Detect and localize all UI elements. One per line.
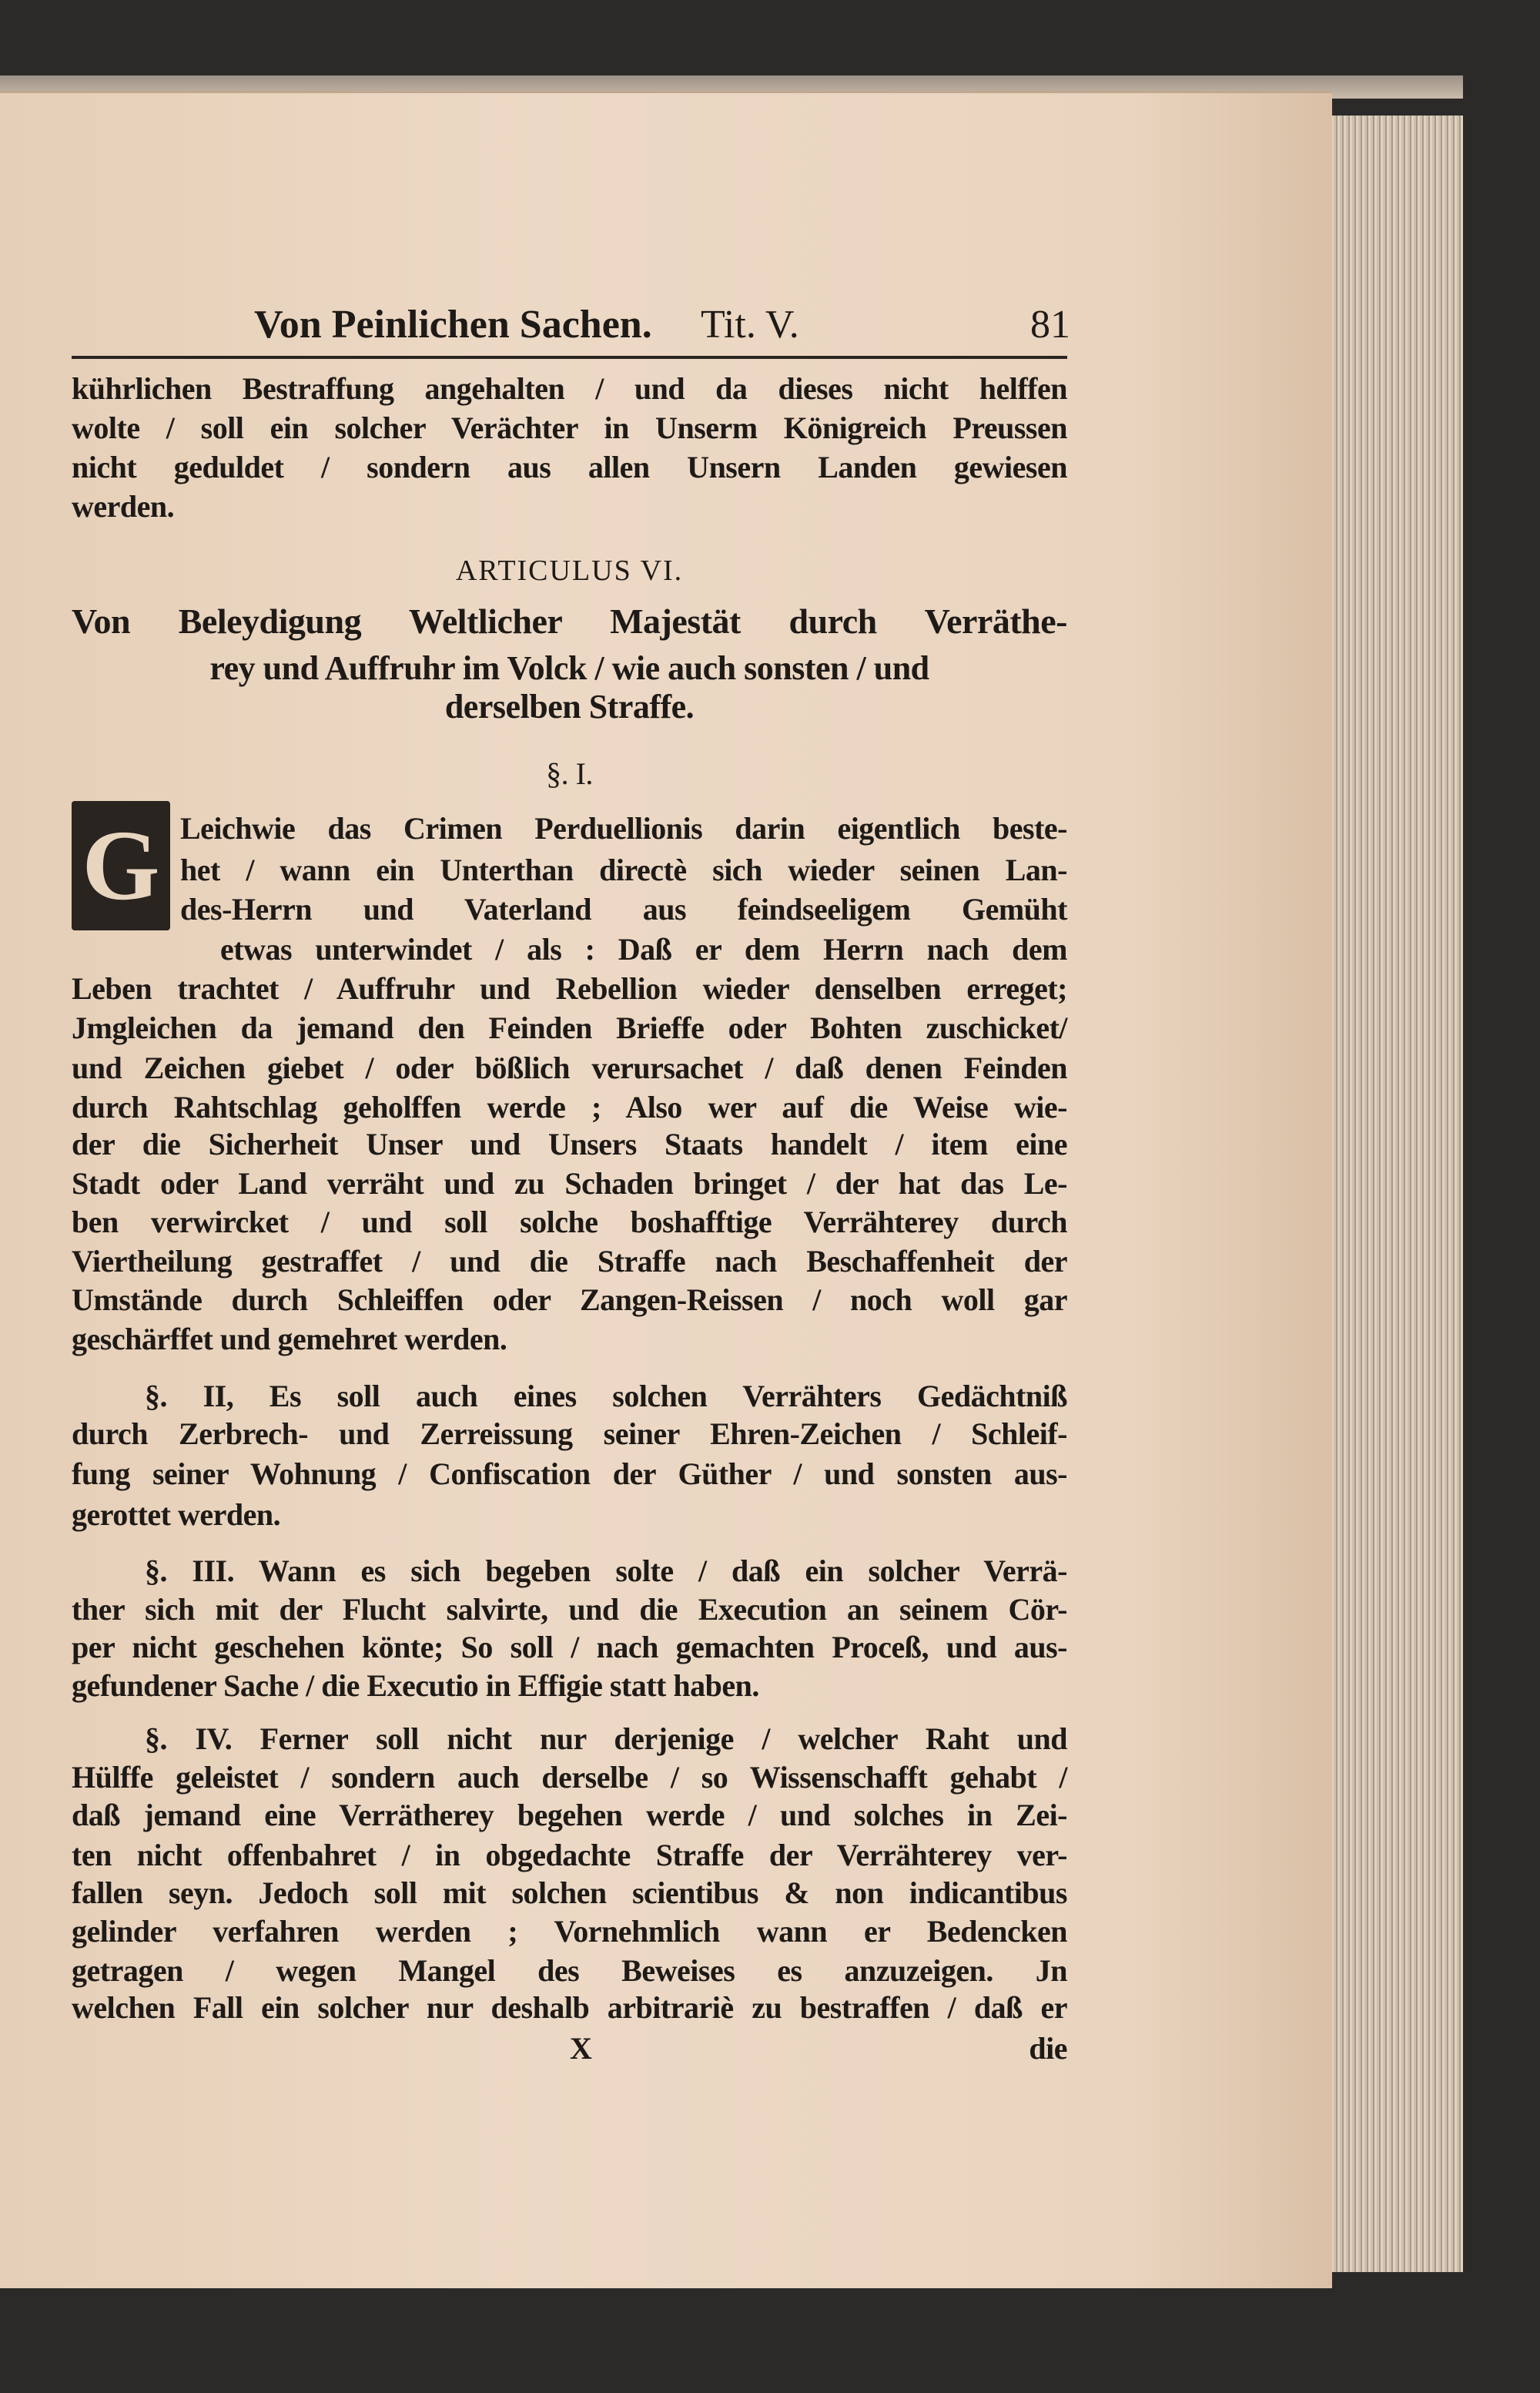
- page-edges: [1309, 116, 1463, 2272]
- article-label: ARTICULUS VI.: [455, 555, 684, 587]
- text-line: gefundener Sache / die Executio in Effigie statt haben.: [72, 1668, 759, 1703]
- text-line: ten nicht offenbahret / in obgedachte Straffe der Verrähterey ver-: [72, 1838, 1067, 1872]
- text-line: fung seiner Wohnung / Confiscation der Güther / und sonsten aus-: [72, 1456, 1067, 1491]
- text-line: der die Sicherheit Unser und Unsers Staats handelt / item eine: [72, 1127, 1067, 1161]
- text-line: getragen / wegen Mangel des Beweises es anzuzeigen. Jn: [72, 1953, 1067, 1988]
- text-line: des-Herrn und Vaterland aus feindseeligem Gemüht: [180, 892, 1067, 927]
- text-line: durch Rahtschlag geholffen werde ; Also wer auf die Weise wie-: [72, 1090, 1067, 1124]
- decorated-initial: G: [72, 801, 170, 930]
- article-heading: rey und Auffruhr im Volck / wie auch sonsten / und: [209, 649, 929, 687]
- text-line: Jmgleichen da jemand den Feinden Brieffe oder Bohten zuschicket/: [72, 1010, 1067, 1045]
- text-line: Leben trachtet / Auffruhr und Rebellion wieder denselben erreget;: [72, 971, 1067, 1006]
- article-heading: derselben Straffe.: [444, 688, 695, 726]
- text-line: §. IV. Ferner soll nicht nur derjenige / welcher Raht und: [145, 1721, 1067, 1756]
- text-line: §. II, Es soll auch eines solchen Verrähters Gedächtniß: [145, 1379, 1067, 1413]
- text-line: ben verwircket / und soll solche boshafftige Verrähterey durch: [72, 1205, 1067, 1239]
- article-heading: Von Beleydigung Weltlicher Majestät durch Verräthe-: [72, 602, 1067, 641]
- header-rule: [72, 356, 1067, 359]
- text-line: ther sich mit der Flucht salvirte, und die Execution an seinem Cör-: [72, 1592, 1067, 1627]
- page-number: 81: [1030, 303, 1070, 347]
- section-label: §. I.: [546, 756, 593, 791]
- catchword: die: [1029, 2031, 1067, 2066]
- text-line: Viertheilung gestraffet / und die Straffe nach Beschaffenheit der: [72, 1244, 1067, 1279]
- text-line: und Zeichen giebet / oder bößlich verursachet / daß denen Feinden: [72, 1051, 1067, 1085]
- running-title: Von Peinlichen Sachen.: [254, 303, 652, 347]
- text-line: werden.: [72, 489, 175, 524]
- text-line: kührlichen Bestraffung angehalten / und da dieses nicht helffen: [72, 371, 1067, 406]
- title-number: Tit. V.: [701, 303, 799, 347]
- running-header: [254, 302, 1070, 348]
- text-line: Stadt oder Land verräht und zu Schaden bringet / der hat das Le-: [72, 1166, 1067, 1201]
- text-line: Hülffe geleistet / sondern auch derselbe / so Wissenschafft gehabt /: [72, 1760, 1067, 1795]
- text-line: durch Zerbrech- und Zerreissung seiner Ehren-Zeichen / Schleif-: [72, 1416, 1067, 1451]
- text-line: welchen Fall ein solcher nur deshalb arbitrariè zu bestraffen / daß er: [72, 1990, 1067, 2025]
- text-line: daß jemand eine Verrätherey begehen werde / und solches in Zei-: [72, 1798, 1067, 1832]
- text-line: fallen seyn. Jedoch soll mit solchen scientibus & non indicantibus: [72, 1875, 1067, 1910]
- text-line: Umstände durch Schleiffen oder Zangen-Reissen / noch woll gar: [72, 1282, 1067, 1317]
- text-line: etwas unterwindet / als : Daß er dem Herrn nach dem: [220, 932, 1067, 967]
- text-line: per nicht geschehen könte; So soll / nach gemachten Proceß, und aus-: [72, 1630, 1067, 1664]
- text-line: §. III. Wann es sich begeben solte / daß ein solcher Verrä-: [145, 1553, 1067, 1588]
- text-line: Leichwie das Crimen Perduellionis darin eigentlich beste-: [180, 811, 1067, 846]
- text-line: wolte / soll ein solcher Verächter in Unserm Königreich Preussen: [72, 411, 1067, 445]
- signature-mark: X: [570, 2031, 592, 2066]
- text-line: geschärffet und gemehret werden.: [72, 1322, 507, 1356]
- text-line: gerottet werden.: [72, 1497, 281, 1532]
- text-line: gelinder verfahren werden ; Vornehmlich wann er Bedencken: [72, 1914, 1067, 1949]
- text-line: nicht geduldet / sondern aus allen Unsern Landen gewiesen: [72, 450, 1067, 484]
- text-line: het / wann ein Unterthan directè sich wieder seinen Lan-: [180, 853, 1067, 887]
